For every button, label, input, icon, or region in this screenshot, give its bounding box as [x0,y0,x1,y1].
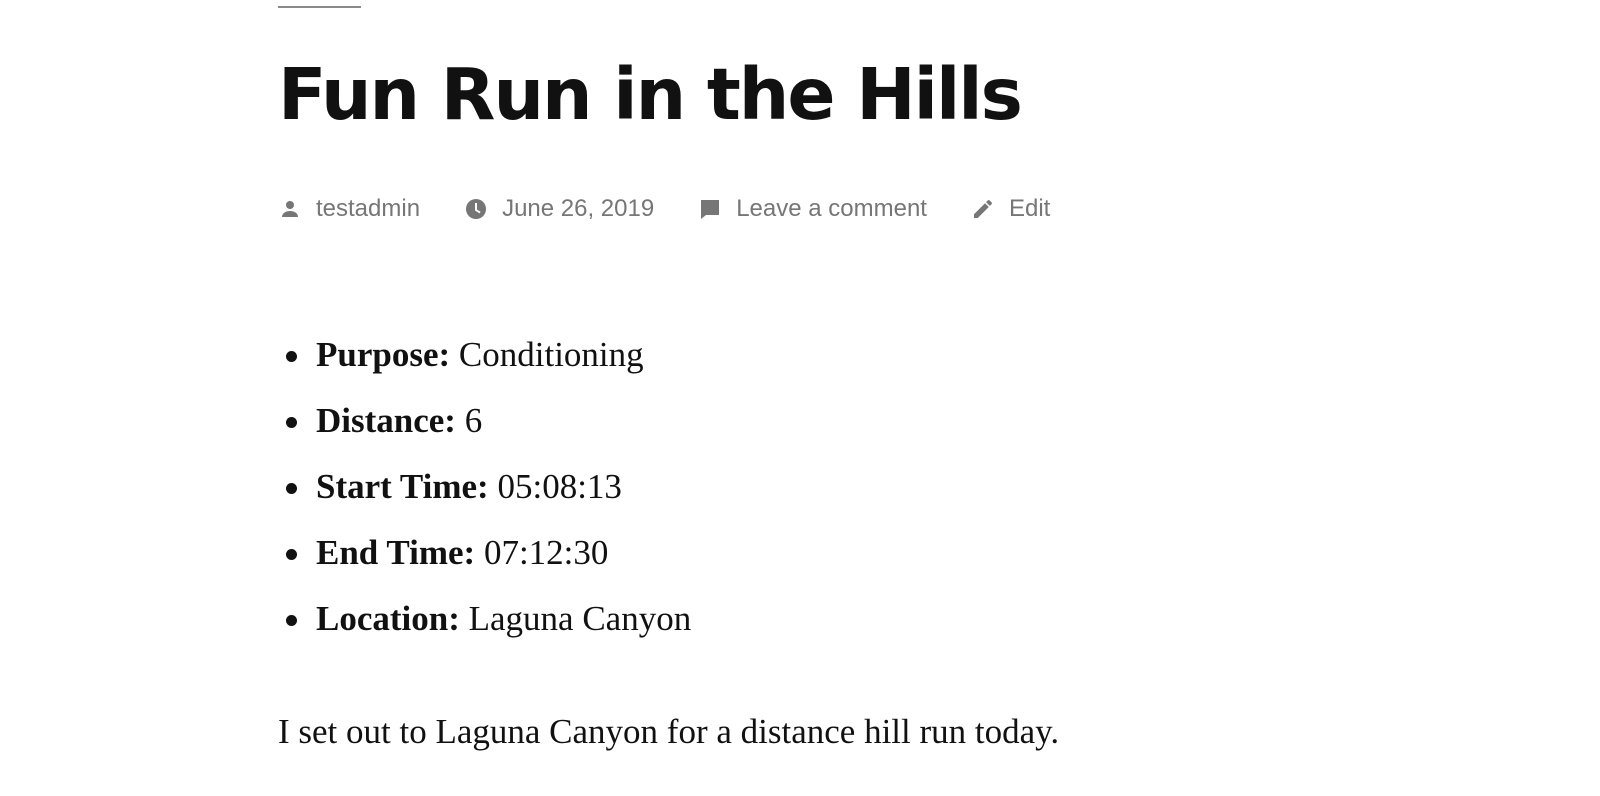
detail-value: 07:12:30 [483,533,609,572]
run-details-list [278,322,691,652]
detail-end-time [278,520,691,586]
detail-key: Distance: [316,401,456,440]
edit-link[interactable]: Edit [1008,195,1051,222]
edit-meta [971,195,1050,223]
detail-location [278,586,691,652]
title-separator [278,6,361,8]
detail-value: Conditioning [458,335,644,374]
detail-key: Purpose: [316,335,451,374]
pencil-icon [971,197,995,221]
date-meta [464,195,654,223]
detail-key: Start Time: [316,467,489,506]
author-link[interactable]: testadmin [316,195,421,222]
detail-key: End Time: [316,533,476,572]
detail-key: Location: [316,599,460,638]
post-meta [278,189,1050,229]
author-meta [278,195,420,223]
detail-start-time [278,454,691,520]
detail-purpose [278,322,691,388]
detail-value: Laguna Canyon [468,599,692,638]
leave-comment-link[interactable]: Leave a comment [736,195,927,222]
post-title: Fun Run in the Hills [278,53,1021,136]
comment-meta [698,195,927,223]
date-link[interactable]: June 26, 2019 [502,195,655,222]
comment-icon [698,197,722,221]
post-body-paragraph: I set out to Laguna Canyon for a distance hill run today. [278,712,1060,751]
clock-icon [464,197,488,221]
detail-value: 05:08:13 [497,467,622,506]
person-icon [278,197,302,221]
detail-value: 6 [464,401,483,440]
detail-distance [278,388,691,454]
